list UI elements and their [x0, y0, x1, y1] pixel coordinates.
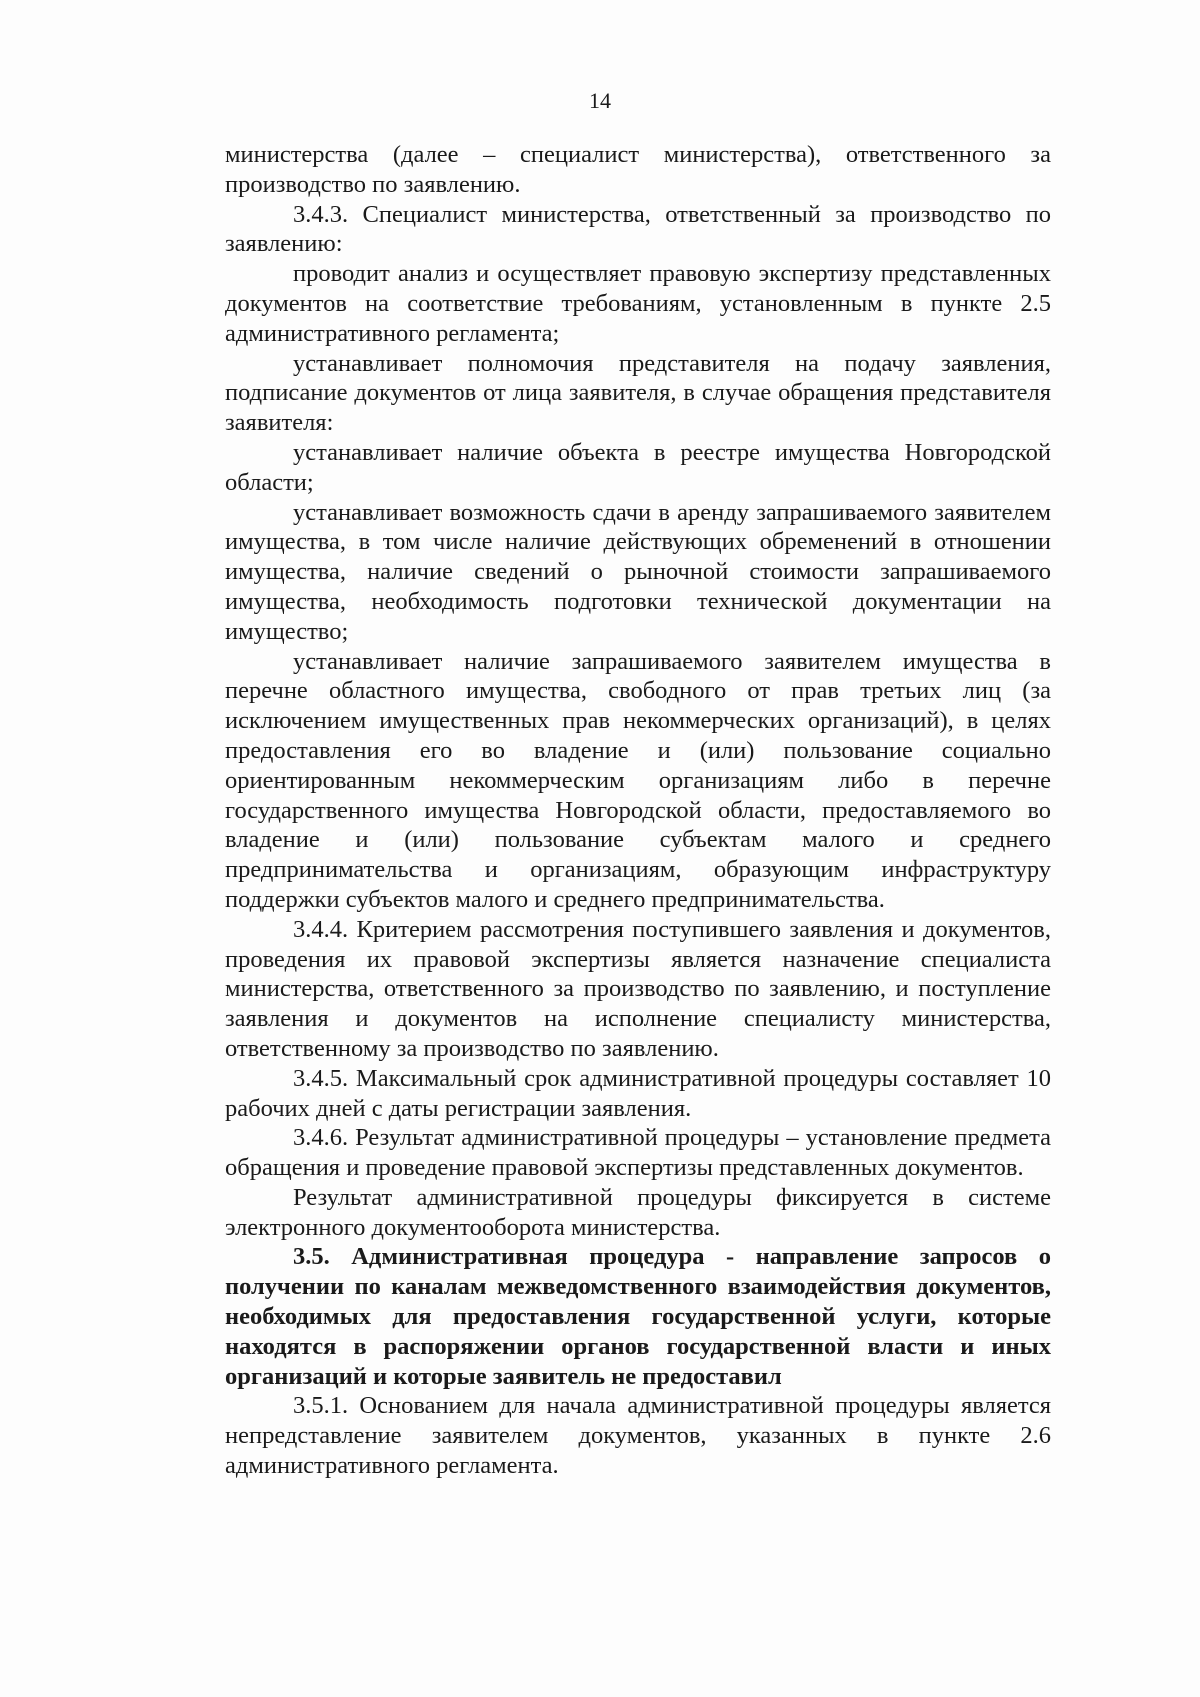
- paragraph-3-4-5: 3.4.5. Максимальный срок административной процедуры составляет 10 рабочих дней с даты регистрации заявления.: [225, 1064, 1051, 1122]
- section-heading-3-5: 3.5. Административная процедура - направление запросов о получении по каналам межведомственного взаимодействия документов, необходимых для предоставления государственной услуги, которые находятся в распоряжении органов государственной власти и иных организаций и которые заявитель не предоставил: [225, 1243, 1051, 1390]
- page-number: 14: [589, 88, 611, 113]
- paragraph-analysis: проводит анализ и осуществляет правовую экспертизу представленных документов на соответствие требованиям, установленным в пункте 2.5 административного регламента;: [225, 260, 1051, 347]
- paragraph-result-recorded: Результат административной процедуры фиксируется в системе электронного документооборота министерства.: [225, 1183, 1051, 1241]
- paragraph-3-4-6: 3.4.6. Результат административной процедуры – установление предмета обращения и проведение правовой экспертизы представленных документов.: [225, 1124, 1051, 1182]
- paragraph-3-5-1: 3.5.1. Основанием для начала административной процедуры является непредставление заявителем документов, указанных в пункте 2.6 административного регламента.: [225, 1392, 1051, 1480]
- document-body: [225, 140, 1051, 1481]
- paragraph-continuation: министерства (далее – специалист министерства), ответственного за производство по заявлению.: [225, 141, 1051, 198]
- paragraph-representative-authority: устанавливает полномочия представителя на подачу заявления, подписание документов от лица заявителя, в случае обращения представителя заявителя:: [225, 349, 1051, 437]
- paragraph-3-4-4: 3.4.4. Критерием рассмотрения поступившего заявления и документов, проведения их правовой экспертизы является назначение специалиста министерства, ответственного за производство по заявлению, и поступление заявления и документов на исполнение специалисту министерства, ответственному за производство по заявлению.: [225, 915, 1051, 1062]
- paragraph-lease-possibility: устанавливает возможность сдачи в аренду запрашиваемого заявителем имущества, в том числе наличие действующих обременений в отношении имущества, наличие сведений о рыночной стоимости запрашиваемого имущества, необходимость подготовки технической документации на имущество;: [225, 498, 1051, 645]
- paragraph-property-list: устанавливает наличие запрашиваемого заявителем имущества в перечне областного имущества, свободного от прав третьих лиц (за исключением имущественных прав некоммерческих организаций), в целях предоставления его во владение и (или) пользование социально ориентированным некоммерческим организациям либо в перечне государственного имущества Новгородской области, предоставляемого во владение и (или) пользование субъектам малого и среднего предпринимательства и организациям, образующим инфраструктуру поддержки субъектов малого и среднего предпринимательства.: [225, 647, 1051, 913]
- paragraph-registry-check: устанавливает наличие объекта в реестре имущества Новгородской области;: [225, 438, 1051, 496]
- paragraph-3-4-3: 3.4.3. Специалист министерства, ответственный за производство по заявлению:: [225, 200, 1051, 258]
